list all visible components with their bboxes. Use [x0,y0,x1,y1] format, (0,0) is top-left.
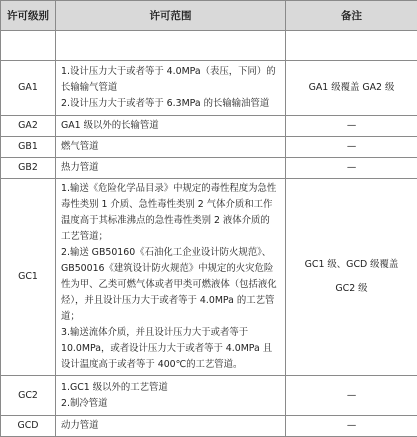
table-row [1,416,417,437]
table-row [1,116,417,137]
table-row [1,61,417,116]
scope-line: 2.制冷管道 [61,396,281,412]
permit-level-cell: GA2 [1,116,56,137]
scope-line: GB50016《建筑设计防火规范》中规定的火灾危险 [61,261,281,277]
permit-level-cell: GB1 [1,137,56,158]
permit-scope-cell [56,376,286,416]
table-row [1,376,417,416]
permit-scope-cell [56,416,286,437]
remarks-cell [286,158,417,179]
permit-level-cell: GA1 [1,61,56,116]
scope-line: 道； [61,309,281,325]
header-row [1,1,417,31]
header-permit-scope: 许可范围 [56,1,286,31]
scope-line: 长输输气管道 [61,80,281,96]
header-permit-level: 许可级别 [1,1,56,31]
permit-scope-cell [56,116,286,137]
scope-line: 3.输送流体介质，并且设计压力大于或者等于 [61,325,281,341]
permit-scope-cell [56,31,286,61]
remarks-cell [286,416,417,437]
remarks-cell [286,61,417,116]
scope-line: 2.设计压力大于或者等于 6.3MPa 的长输输油管道 [61,96,281,112]
remarks-cell [286,137,417,158]
table-row [1,179,417,376]
remarks-cell [286,376,417,416]
scope-line: 毒性类别 1 介质、急性毒性类别 2 气体介质和工作 [61,197,281,213]
permit-scope-cell [56,137,286,158]
permit-level-cell: GC2 [1,376,56,416]
remark-line: — [286,160,417,176]
remarks-cell [286,179,417,376]
remark-line: — [286,388,417,404]
permit-scope-cell [56,158,286,179]
scope-line: 动力管道 [61,418,281,434]
table-row [1,31,417,61]
permit-level-cell: GCD [1,416,56,437]
scope-line: 1.设计压力大于或者等于 4.0MPa（表压，下同）的 [61,64,281,80]
scope-line: 设计温度高于或者等于 400℃的工艺管道。 [61,357,281,373]
scope-line: 1.输送《危险化学品目录》中规定的毒性程度为急性 [61,181,281,197]
table-body [1,31,417,437]
remarks-cell [286,116,417,137]
scope-line: 热力管道 [61,160,281,176]
permit-scope-cell [56,179,286,376]
table-header [1,1,417,31]
table-row [1,137,417,158]
permit-scope-cell [56,61,286,116]
remark-line: GA1 级覆盖 GA2 级 [286,80,417,96]
remark-line: — [286,139,417,155]
table-row [1,158,417,179]
scope-line: 温度高于其标准沸点的急性毒性类别 2 液体介质的 [61,213,281,229]
scope-line: 1.GC1 级以外的工艺管道 [61,380,281,396]
remarks-cell [286,31,417,61]
permit-level-cell: GB2 [1,158,56,179]
scope-line: 10.0MPa，或者设计压力大于或者等于 4.0MPa 且 [61,341,281,357]
scope-line: 性为甲、乙类可燃气体或者甲类可燃液体（包括液化 [61,277,281,293]
scope-line: GA1 级以外的长输管道 [61,118,281,134]
scope-line: 燃气管道 [61,139,281,155]
permit-level-cell [1,31,56,61]
scope-line: 2.输送 GB50160《石油化工企业设计防火规范》、 [61,245,281,261]
scope-line: 烃），并且设计压力大于或者等于 4.0MPa 的工艺管 [61,293,281,309]
remark-line: GC1 级、GCD 级覆盖 [286,257,417,273]
header-remarks: 备注 [286,1,417,31]
remark-line: GC2 级 [286,281,417,297]
remark-line: — [286,118,417,134]
scope-line: 工艺管道； [61,229,281,245]
remark-line: — [286,418,417,434]
permit-level-cell: GC1 [1,179,56,376]
